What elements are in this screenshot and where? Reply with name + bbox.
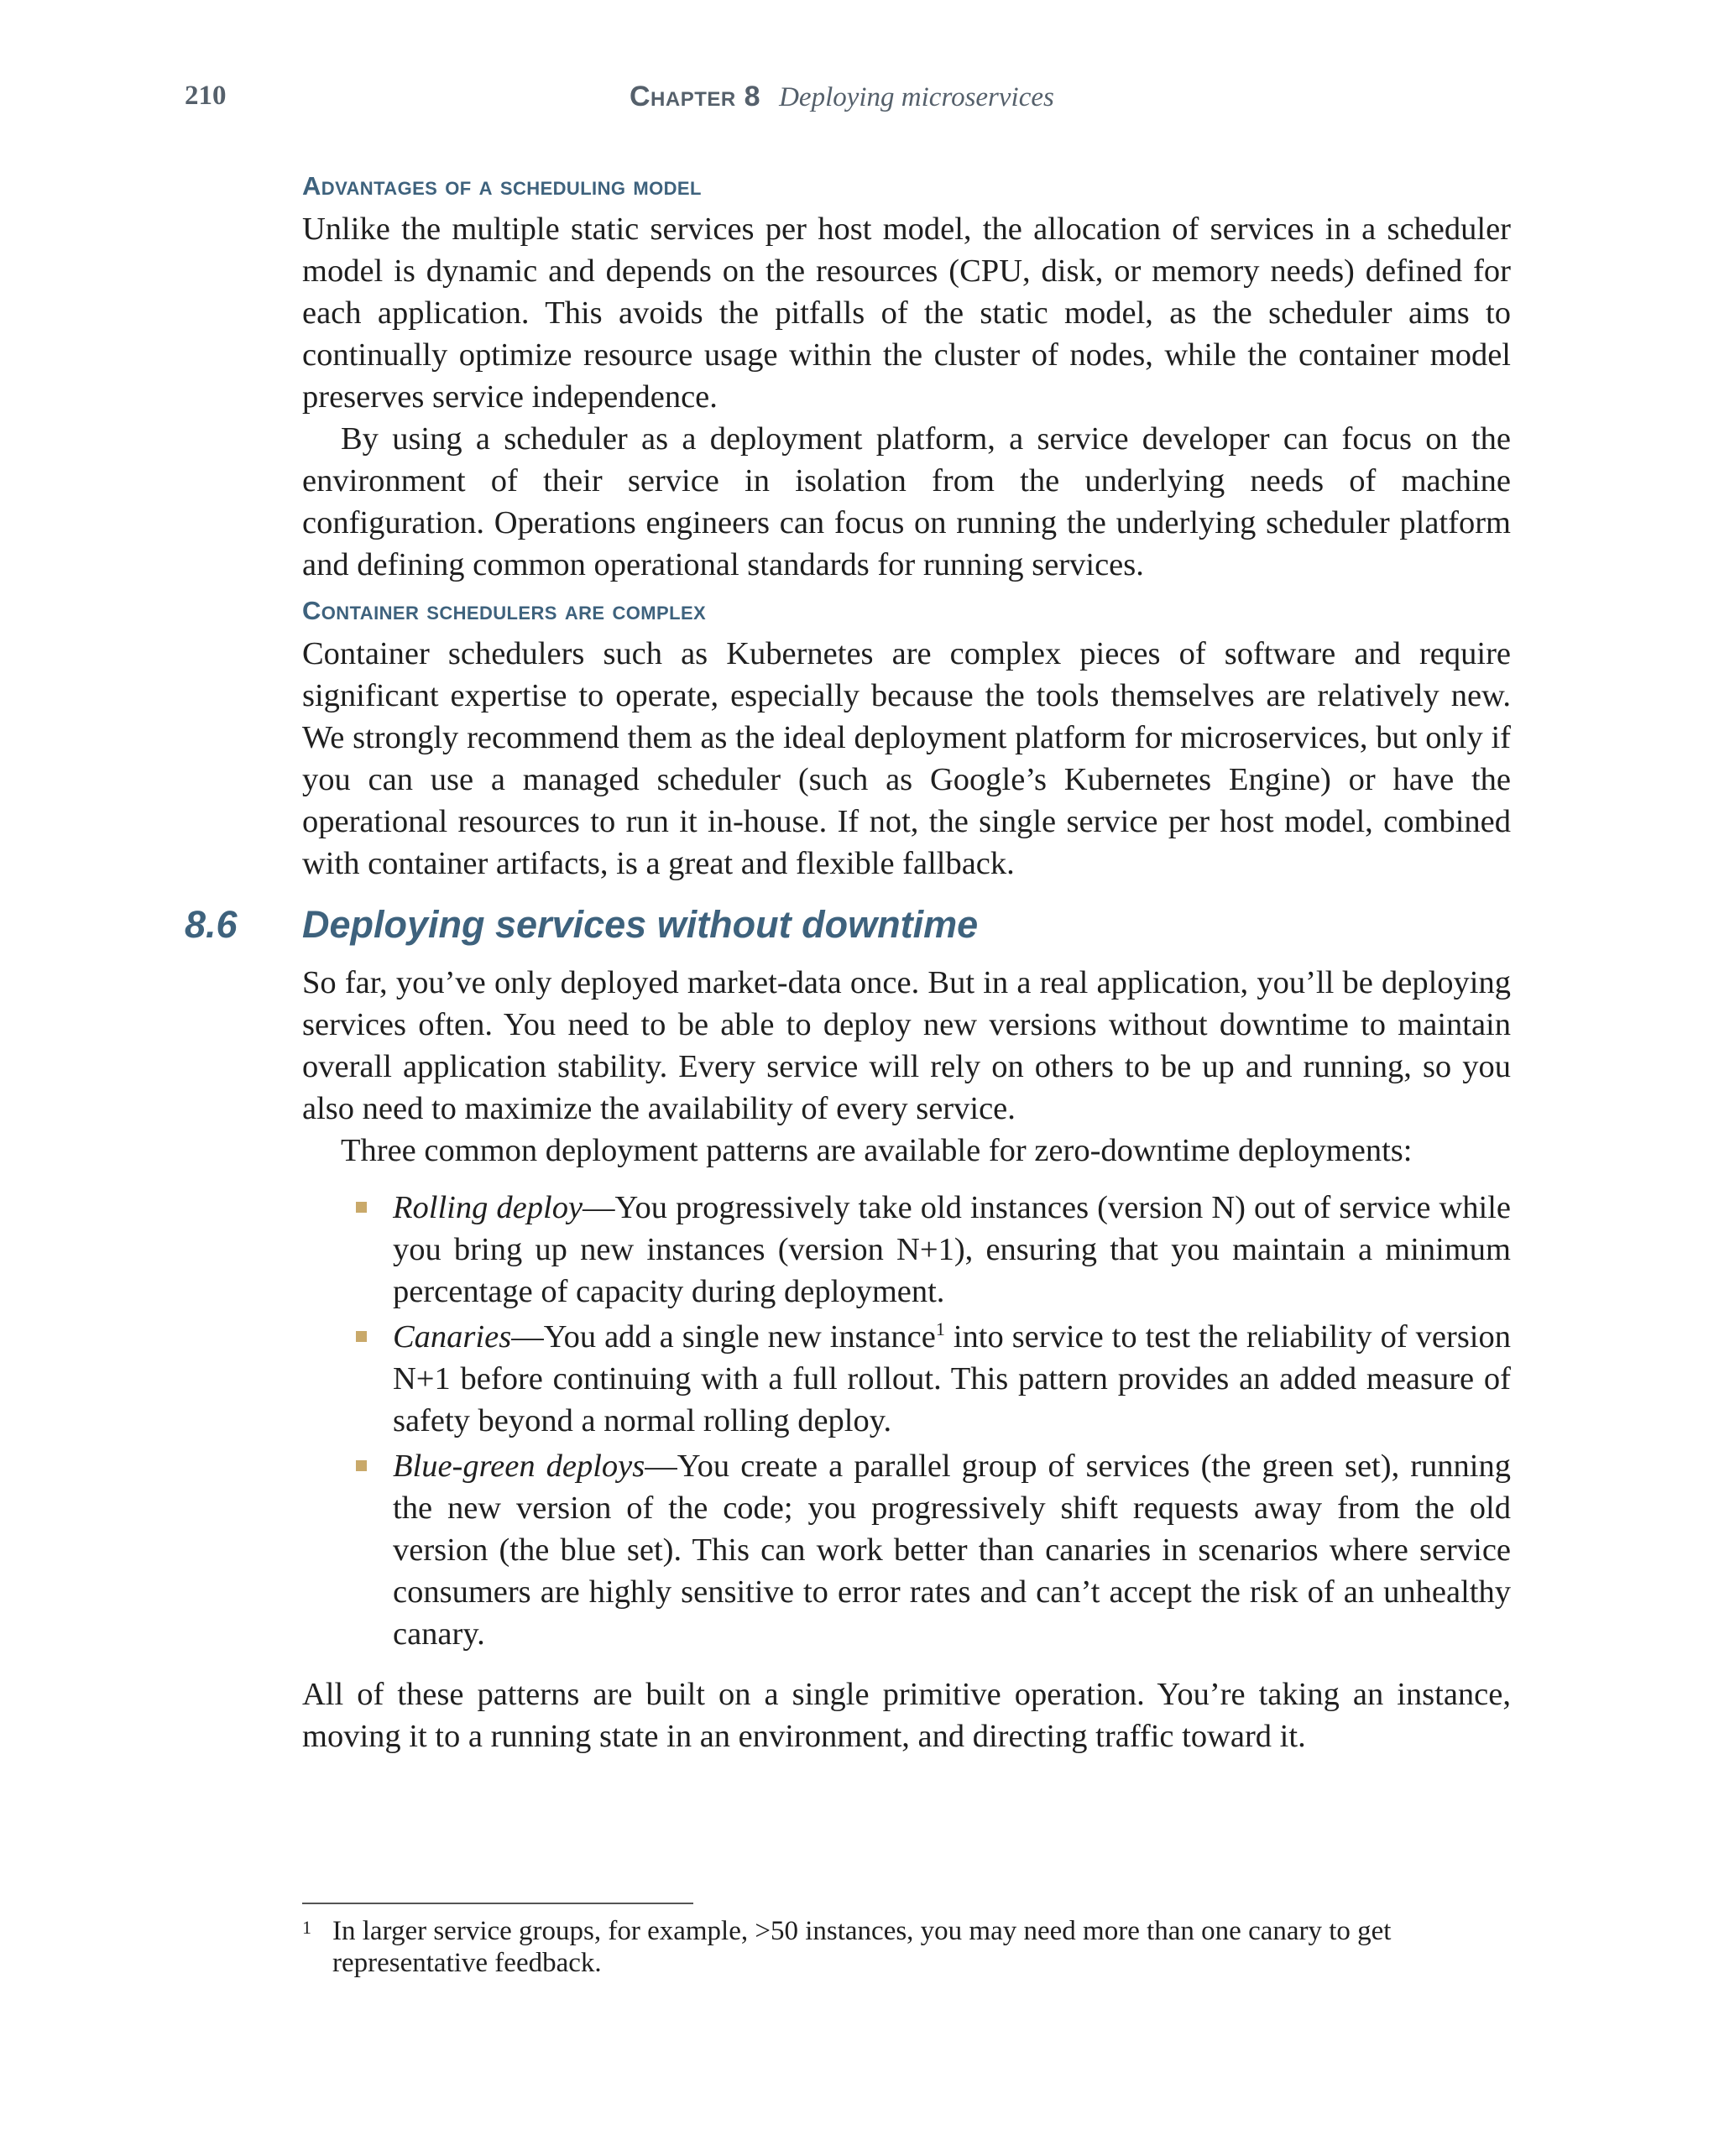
page-number: 210 bbox=[185, 81, 227, 111]
section-heading bbox=[185, 903, 1511, 962]
list-item-text: into service to test the reliability of version N+1 before continuing with a full rollout. This pattern provides an added measure of safety beyond a normal rolling deploy. bbox=[393, 1319, 1511, 1438]
paragraph-section-1: So far, you’ve only deployed market-data once. But in a real application, you’ll be deploying services often. You need to be able to deploy new versions without downtime to maintain overall application stability. Every service will rely on others to be up and running, so you also need to maximize the availability of every service. bbox=[302, 965, 1511, 1126]
paragraph-advantages-1: Unlike the multiple static services per host model, the allocation of services in a scheduler model is dynamic and depends on the resources (CPU, disk, or memory needs) defined for each application. This avoids the pitfalls of the static model, as the scheduler aims to continually optimize resource usage within the cluster of nodes, while the container model preserves service independence. bbox=[302, 211, 1511, 415]
bullet-square-icon bbox=[356, 1202, 367, 1213]
list-item bbox=[302, 1187, 1511, 1313]
list-item-text: —You add a single new instance bbox=[511, 1319, 936, 1355]
paragraph-complex-1: Container schedulers such as Kubernetes are complex pieces of software and require significant expertise to operate, especially because the tools themselves are relatively new. We strongly recommend them as the ideal deployment platform for microservices, but only if you can use a managed scheduler (such as Google’s Kubernetes Engine) or have the operational resources to run it in-house. If not, the single service per host model, combined with container artifacts, is a great and flexible fallback. bbox=[302, 636, 1511, 881]
paragraph-advantages-2: By using a scheduler as a deployment platform, a service developer can focus on the environment of their service in isolation from the underlying needs of machine configuration. Operations engineers can focus on running the underlying scheduler platform and defining common operational standards for running services. bbox=[302, 421, 1511, 582]
footnote-divider bbox=[302, 1903, 693, 1904]
page-header bbox=[185, 81, 1511, 123]
list-item-text: —You create a parallel group of services (the green set), running the new version of the code; you progressively shift requests away from the old version (the blue set). This can work better than canaries in scenarios where service consumers are highly sensitive to error rates and can’t accept the risk of an unhealthy canary. bbox=[393, 1449, 1511, 1652]
list-item bbox=[302, 1445, 1511, 1655]
section-title: Deploying services without downtime bbox=[302, 903, 979, 946]
main-content bbox=[185, 168, 1512, 1757]
section-number: 8.6 bbox=[185, 903, 238, 946]
list-item-text: —You progressively take old instances (version N) out of service while you bring up new instances (version N+1), ensuring that you maintain a minimum percentage of capacity during deployment. bbox=[393, 1190, 1512, 1309]
term-blue-green-deploys: Blue-green deploys bbox=[393, 1449, 645, 1484]
footnote-number: 1 bbox=[302, 1917, 311, 1938]
chapter-title: Deploying microservices bbox=[779, 82, 1054, 112]
deployment-patterns-list bbox=[302, 1187, 1511, 1655]
footnote-text: In larger service groups, for example, >50 instances, you may need more than one canary to get representative feedback. bbox=[332, 1916, 1392, 1978]
term-rolling-deploy: Rolling deploy bbox=[393, 1190, 583, 1225]
bullet-square-icon bbox=[356, 1460, 367, 1471]
paragraph-section-2: Three common deployment patterns are available for zero-downtime deployments: bbox=[341, 1133, 1413, 1168]
paragraph-section-3: All of these patterns are built on a single primitive operation. You’re taking an instance, moving it to a running state in an environment, and directing traffic toward it. bbox=[302, 1677, 1511, 1754]
footnote bbox=[302, 1915, 1511, 1979]
bullet-square-icon bbox=[356, 1331, 367, 1342]
term-canaries: Canaries bbox=[393, 1319, 512, 1355]
subheading-advantages: Advantages of a scheduling model bbox=[302, 171, 702, 201]
footnote-reference[interactable]: 1 bbox=[935, 1318, 945, 1340]
list-item bbox=[302, 1316, 1511, 1442]
running-head bbox=[630, 81, 1054, 113]
subheading-complex: Container schedulers are complex bbox=[302, 596, 707, 625]
chapter-label: Chapter 8 bbox=[630, 81, 761, 112]
